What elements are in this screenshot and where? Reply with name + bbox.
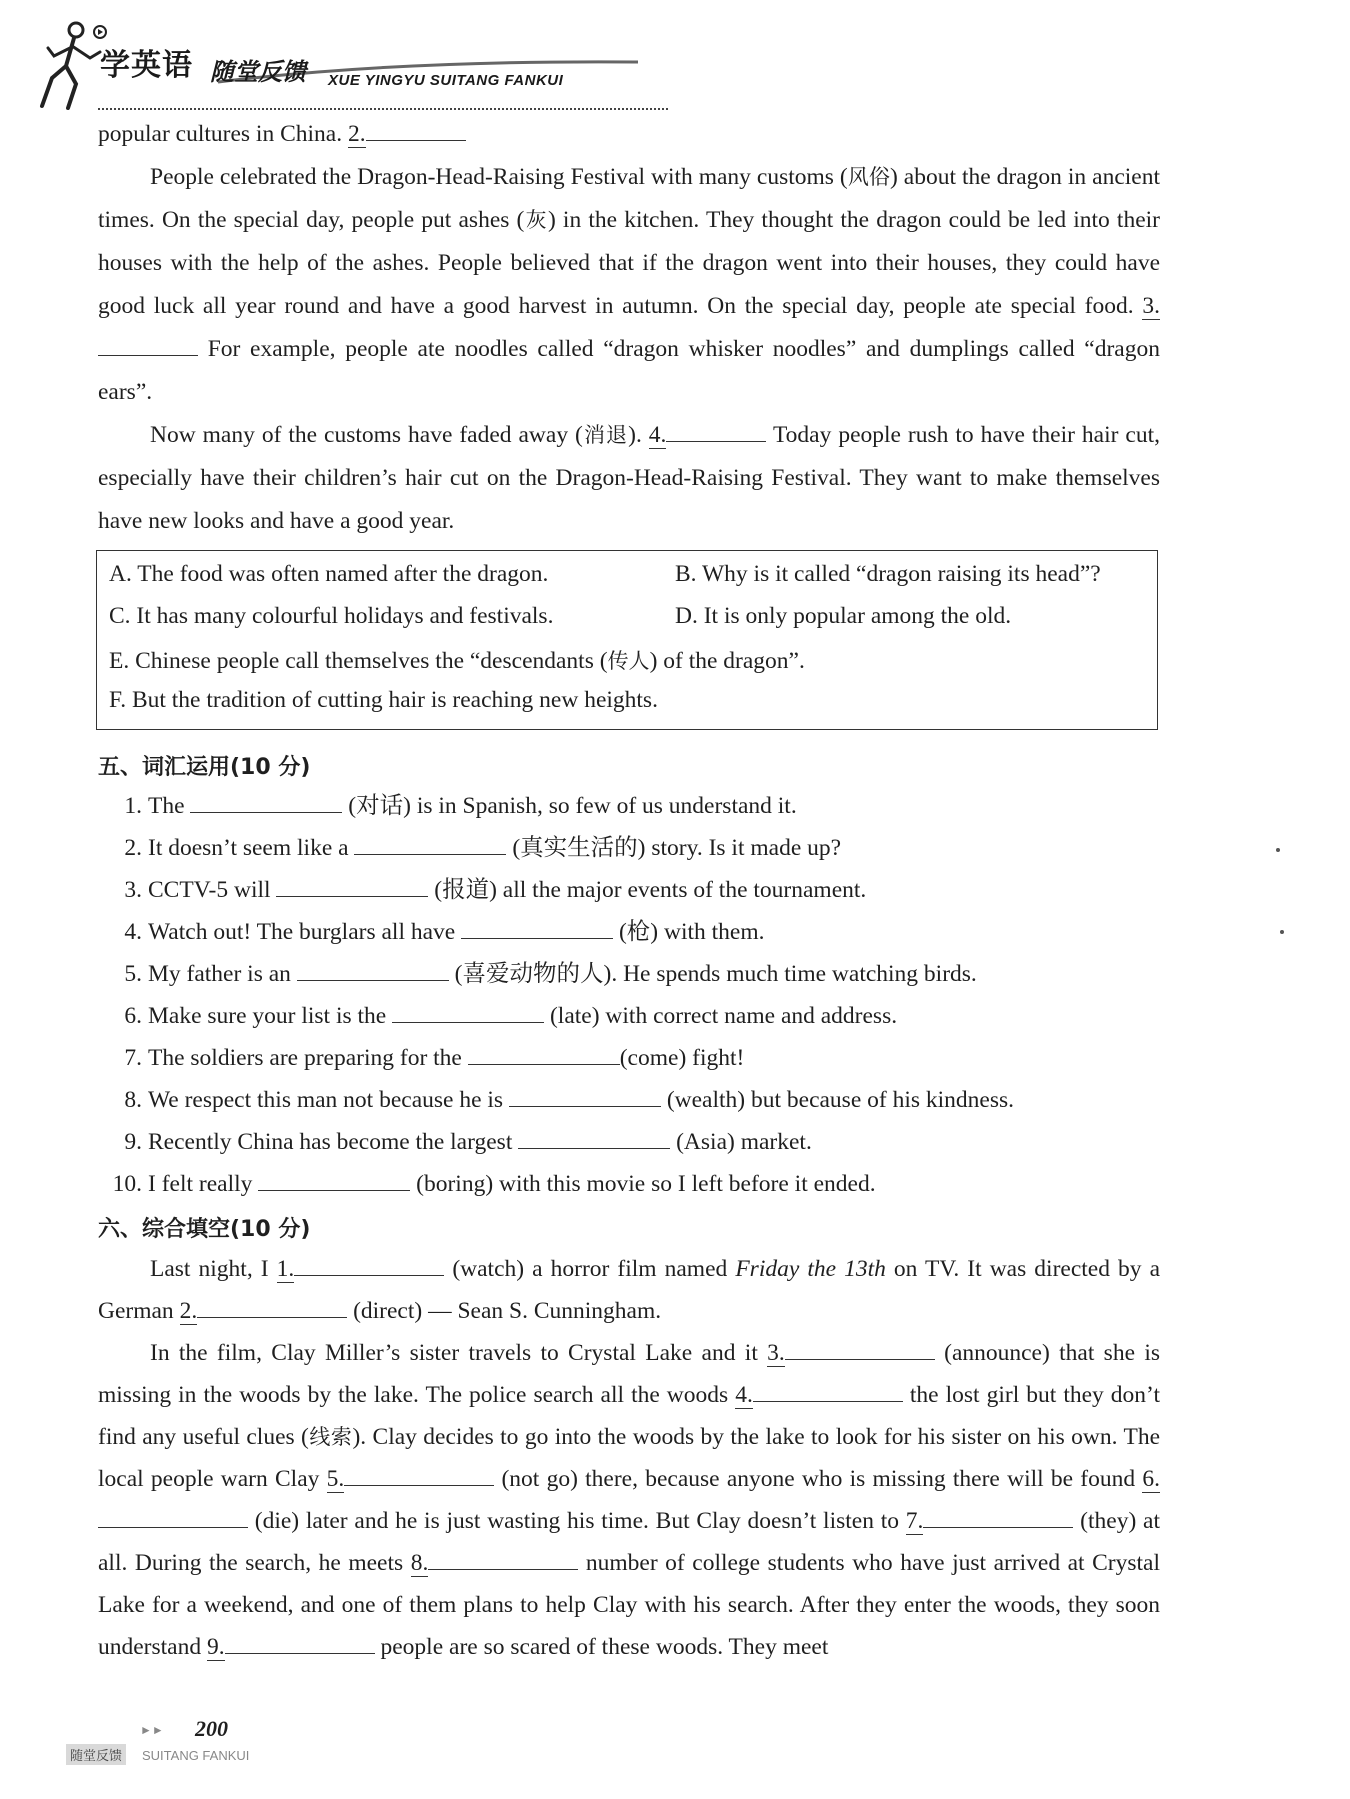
vocab-item [98, 870, 866, 904]
passage-text: (direct) — Sean S. Cunningham. [347, 1298, 662, 1324]
passage-text: (die) later and he is just wasting his time. But Clay doesn’t listen to [248, 1508, 906, 1534]
item-text: Make sure your list is the [148, 1003, 393, 1029]
answer-blank[interactable] [461, 912, 613, 939]
answer-blank[interactable] [258, 1164, 410, 1191]
footer-subtitle: SUITANG FANKUI [142, 1748, 250, 1763]
item-number: 8. [124, 1087, 142, 1113]
margin-dot [1276, 848, 1280, 852]
answer-blank[interactable] [294, 1249, 444, 1276]
vocab-item [98, 828, 841, 862]
item-text: (真实生活的) story. Is it made up? [506, 835, 842, 861]
gloss-text: 传人 [607, 649, 650, 673]
passage-text: For example, people ate noodles called “dragon whisker noodles” and dumplings called “dragon ears”. [98, 336, 1160, 405]
passage-text: the lost girl but they don’t find any useful clues ( [98, 1382, 1160, 1450]
runner-logo-icon [38, 18, 108, 110]
vocab-item [98, 996, 897, 1030]
option-b: B. Why is it called “dragon raising its head”? [675, 561, 1101, 587]
option-e [109, 645, 805, 675]
item-text: (报道) all the major events of the tournament. [428, 877, 867, 903]
item-text: It doesn’t seem like a [148, 835, 355, 861]
option-text: ) of the dragon”. [649, 648, 805, 674]
option-c: C. It has many colourful holidays and festivals. [109, 603, 554, 629]
vocab-item [98, 954, 977, 988]
header-divider [98, 108, 668, 110]
gloss-text: 线索 [308, 1425, 353, 1449]
answer-blank[interactable] [98, 1501, 248, 1528]
blank-number: 6. [1142, 1466, 1160, 1492]
passage-line [98, 113, 1160, 156]
item-text: (boring) with this movie so I left before it ended. [410, 1171, 876, 1197]
passage-paragraph [98, 156, 1160, 414]
blank-number: 9. [207, 1634, 225, 1660]
passage-text: people are so scared of these woods. They meet [374, 1634, 829, 1660]
passage-text: on TV. It was directed by a German [98, 1256, 1160, 1324]
item-text: (come) fight! [619, 1045, 745, 1071]
gloss-text: 灰 [524, 208, 548, 232]
item-text: I felt really [148, 1171, 259, 1197]
item-text: (枪) with them. [613, 919, 765, 945]
passage-text: Now many of the customs have faded away ( [150, 422, 583, 448]
option-a: A. The food was often named after the dragon. [109, 561, 549, 587]
blank-number: 4. [735, 1382, 753, 1408]
vocab-item [98, 786, 797, 820]
answer-blank[interactable] [197, 1291, 347, 1318]
cloze-passage [98, 1248, 1160, 1668]
answer-blank[interactable] [785, 1333, 935, 1360]
answer-blank[interactable] [468, 1038, 620, 1065]
gloss-text: 消退 [582, 423, 629, 447]
blank-number: 3. [1142, 293, 1160, 319]
passage-text: Today people rush to have their hair cut, especially have their children’s hair cut on the Dragon-Head-Raising Festival. They want to make themselves have new looks and have a good year. [98, 422, 1161, 534]
item-text: (Asia) market. [670, 1129, 812, 1155]
answer-blank[interactable] [366, 114, 466, 141]
item-number: 1. [124, 793, 142, 819]
vocab-item [98, 1038, 744, 1072]
item-text: (wealth) but because of his kindness. [660, 1087, 1014, 1113]
cloze-paragraph [98, 1332, 1160, 1668]
item-text: We respect this man not because he is [148, 1087, 509, 1113]
vocab-item [98, 1164, 876, 1198]
answer-blank[interactable] [297, 954, 449, 981]
answer-blank[interactable] [98, 329, 198, 356]
passage-text: (watch) a horror film named [444, 1256, 736, 1282]
passage-text: (they) at all. During the search, he meets [98, 1508, 1160, 1576]
passage-text: popular cultures in China. [98, 121, 348, 147]
option-d: D. It is only popular among the old. [675, 603, 1012, 629]
cloze-paragraph [98, 1248, 1160, 1332]
item-text: (喜爱动物的人). He spends much time watching birds. [448, 961, 977, 987]
answer-blank[interactable] [276, 870, 428, 897]
item-number: 4. [124, 919, 142, 945]
film-title: Friday the 13th [735, 1256, 886, 1282]
answer-blank[interactable] [190, 786, 342, 813]
answer-blank[interactable] [428, 1543, 578, 1570]
item-text: Recently China has become the largest [148, 1129, 519, 1155]
item-text: (late) with correct name and address. [544, 1003, 898, 1029]
blank-number: 5. [326, 1466, 345, 1492]
gloss-text: 风俗 [847, 165, 891, 189]
passage-text: ) about the dragon in ancient times. On the special day, people put ashes ( [98, 164, 1160, 233]
page-header [38, 18, 638, 110]
passage-text: ) in the kitchen. They thought the dragon could be led into their houses with the help of the ashes. People believed that if the dragon went into their houses, they could have good luck all year round and have a good harvest in autumn. On the special day, people ate special food. [98, 207, 1161, 319]
answer-blank[interactable] [509, 1080, 661, 1107]
answer-blank[interactable] [344, 1459, 494, 1486]
reading-passage [98, 113, 1160, 543]
header-title: 学英语 [100, 48, 193, 83]
blank-number: 8. [410, 1550, 429, 1576]
page-arrow-icon: ►► [140, 1723, 164, 1737]
answer-blank[interactable] [666, 415, 766, 442]
options-box [96, 550, 1158, 730]
vocab-item [98, 1122, 812, 1156]
item-text: My father is an [148, 961, 297, 987]
answer-blank[interactable] [354, 828, 506, 855]
page-number: 200 [195, 1716, 228, 1741]
item-text: The soldiers are preparing for the [148, 1045, 468, 1071]
blank-number: 1. [276, 1256, 295, 1282]
vocab-item [98, 1080, 1014, 1114]
answer-blank[interactable] [225, 1627, 375, 1654]
item-number: 9. [124, 1129, 142, 1155]
item-text: Watch out! The burglars all have [148, 919, 462, 945]
blank-number: 2. [179, 1298, 198, 1324]
item-text: The [148, 793, 191, 819]
vocab-item [98, 912, 765, 946]
item-text: (对话) is in Spanish, so few of us understand it. [342, 793, 797, 819]
passage-paragraph [98, 414, 1160, 543]
passage-text: (not go) there, because anyone who is missing there will be found [494, 1466, 1143, 1492]
passage-text: ). [628, 422, 649, 448]
passage-text: In the film, Clay Miller’s sister travels to Crystal Lake and it [150, 1340, 768, 1366]
passage-text: Last night, I [150, 1256, 277, 1282]
item-number: 3. [124, 877, 142, 903]
option-f: F. But the tradition of cutting hair is reaching new heights. [109, 687, 658, 713]
item-number: 10. [112, 1171, 142, 1197]
answer-blank[interactable] [753, 1375, 903, 1402]
passage-text: (announce) that she is missing in the woods by the lake. The police search all the woods [98, 1340, 1160, 1408]
section-title: 六、综合填空(10 分) [98, 1217, 311, 1242]
passage-text: ). Clay decides to go into the woods by the lake to look for his sister on his own. The local people warn Clay [98, 1424, 1161, 1492]
item-text: CCTV-5 will [148, 877, 277, 903]
blank-number: 2. [347, 121, 366, 147]
blank-number: 7. [905, 1508, 924, 1534]
header-pinyin: XUE YINGYU SUITANG FANKUI [328, 72, 564, 89]
item-number: 7. [124, 1045, 142, 1071]
item-number: 6. [124, 1003, 142, 1029]
section-title: 五、词汇运用(10 分) [98, 755, 311, 780]
header-subtitle: 随堂反馈 [210, 57, 306, 86]
answer-blank[interactable] [923, 1501, 1073, 1528]
answer-blank[interactable] [392, 996, 544, 1023]
passage-text: number of college students who have just arrived at Crystal Lake for a weekend, and one of them plans to help Clay with his search. After they enter the woods, they soon understand [98, 1550, 1161, 1660]
answer-blank[interactable] [518, 1122, 670, 1149]
item-number: 5. [124, 961, 142, 987]
blank-number: 4. [648, 422, 667, 448]
item-number: 2. [124, 835, 142, 861]
margin-dot [1280, 930, 1284, 934]
passage-text: People celebrated the Dragon-Head-Raising Festival with many customs ( [150, 164, 848, 190]
option-text: E. Chinese people call themselves the “descendants ( [109, 648, 608, 674]
footer-tag: 随堂反馈 [66, 1744, 126, 1765]
blank-number: 3. [767, 1340, 785, 1366]
